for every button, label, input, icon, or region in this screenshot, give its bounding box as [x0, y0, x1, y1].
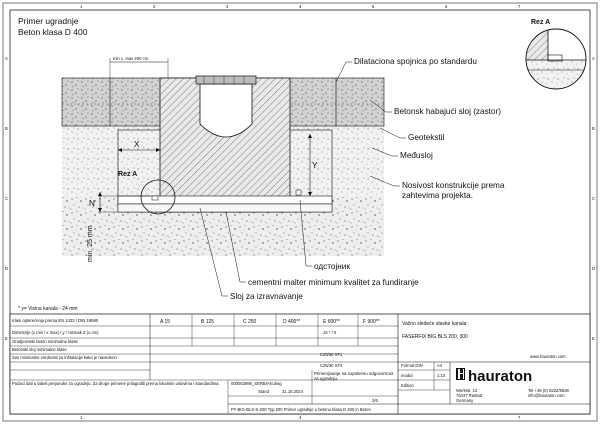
top-dimension-label: min x. max 200 cm	[113, 56, 149, 61]
load-class-label: Klasi opterećenja prema EN 1433 / DIN 19580	[12, 318, 99, 323]
drawing-number: 000002896_SERBIAN.dwg	[231, 381, 282, 386]
border-number: 5	[372, 4, 375, 9]
n-dimension: N	[89, 199, 95, 208]
dimensions-value: 15 * / 5	[323, 330, 337, 335]
border-number: 3	[226, 4, 229, 9]
border-letter: E	[592, 336, 595, 341]
address-line: Germany	[456, 398, 474, 403]
y-dimension: Y	[312, 161, 318, 170]
edition-label: Edition	[401, 383, 414, 388]
channel-trough	[200, 84, 252, 137]
detail-rez-a	[520, 19, 600, 100]
bottom-caption: FF-BIG-BLS-S-200 Typ 200 Primer ugradnje u betonu klasa D 400 in Beton	[231, 407, 371, 412]
border-number: 4	[299, 4, 302, 9]
installation-note: Sve minimalne vrednosti za inštalacije kako je navedeno	[12, 355, 117, 360]
border-number: 2	[153, 4, 156, 9]
scale-label: modul	[401, 373, 413, 378]
mortar-bed	[118, 196, 332, 204]
top-layer-class-label: Betonski sloj minimalne klase	[12, 347, 67, 352]
callout-wearing-course: Betonsk habajući sloj (zastor)	[394, 107, 501, 116]
hauraton-logo	[456, 368, 532, 385]
border-number: 1	[80, 415, 83, 420]
stand-date: 31.10.2024	[282, 389, 303, 394]
concrete-class-value: C25/30 XF1	[320, 352, 343, 357]
border-letter: D	[5, 266, 9, 271]
address-line: Werkstr. 13	[456, 388, 478, 393]
right-title: Važno sledeće stavke kanala:	[402, 321, 468, 327]
callout-mortar: cementni malter minimum kvalitet za fundiranje	[248, 278, 419, 287]
spacer	[152, 196, 158, 200]
notes-block	[12, 381, 226, 411]
load-class-cell: F 900**	[363, 319, 380, 325]
border-letter: A	[592, 56, 595, 61]
border-number: 1	[80, 4, 83, 9]
drawing-subtitle: Beton klasa D 400	[18, 27, 88, 37]
border-letter: A	[5, 56, 8, 61]
cross-section	[62, 56, 384, 262]
spacer	[296, 190, 301, 195]
channel-grating	[196, 76, 256, 84]
min-25mm-label: min. 25 mm	[87, 225, 94, 262]
sheet-number: 2/6	[372, 398, 378, 403]
load-class-cell: C 250	[243, 319, 257, 325]
dimensions-label: Dimenzije (x min / x max) / y / razmak Z (u cm)	[12, 330, 99, 335]
format-label: Format DIN	[401, 363, 423, 368]
load-class-cell: D 400**	[283, 319, 301, 325]
callout-interlayer: Međusloj	[400, 151, 433, 160]
concrete-class-label: Gradjevinski beton minimalne klase	[12, 339, 78, 344]
phone: Tel +49 (0) 6222/9538	[528, 388, 569, 393]
load-class-cell: E 600**	[323, 319, 340, 325]
top-layer-class-value: C25/30 XF3	[320, 363, 343, 368]
approval-text: Primenjivanje na sopstvenu odgovornost za ugradnju.	[314, 371, 394, 382]
approval-block	[314, 371, 396, 393]
format-value: A4	[437, 363, 443, 368]
border-number: 7	[518, 4, 521, 9]
brand-name: hauraton	[468, 368, 533, 385]
callout-load-bearing-2: zahtevima projekta.	[402, 191, 473, 200]
border-number: 4	[299, 415, 302, 420]
load-class-cell: B 125	[201, 319, 215, 325]
border-letter: C	[592, 196, 596, 201]
address-line: 76437 Rastatt	[456, 393, 483, 398]
email: info@hauraton.com	[528, 393, 565, 398]
scale-value: 1:10	[437, 373, 446, 378]
drawing-title: Primer ugradnje	[18, 16, 79, 26]
border-number: 7	[518, 415, 521, 420]
product-name: FASERFIX BIG BLS 200, 300	[402, 334, 468, 340]
levelling-layer	[118, 204, 332, 212]
stand-label: Stand	[258, 389, 269, 394]
load-class-cell: A 15	[160, 319, 171, 325]
callout-spacer: одстојник	[314, 262, 350, 271]
callout-levelling: Sloj za izravnavanje	[230, 292, 303, 301]
border-letter: E	[5, 336, 8, 341]
callout-expansion-joint: Dilataciona spojnica po standardu	[354, 57, 477, 66]
notes-text: Podaci dati u tabeli preporuke za ugradnju. Za druge primene prilagoditi prema lokalnim uslovima i standardima.	[12, 381, 220, 386]
callout-geotextile: Geotekstil	[408, 133, 445, 142]
website: www.hauraton.com	[530, 354, 566, 359]
border-number: 6	[445, 4, 448, 9]
border-letter: B	[5, 126, 8, 131]
x-dimension: X	[134, 140, 140, 149]
rez-a-label: Rez A	[118, 171, 138, 178]
detail-label: Rez A	[531, 19, 551, 26]
border-letter: D	[592, 266, 596, 271]
callout-load-bearing-1: Nosivost konstrukcije prema	[402, 181, 505, 190]
footnote: * y= Visina kanala - 24 mm	[18, 306, 78, 312]
border-letter: C	[5, 196, 9, 201]
border-letter: B	[592, 126, 595, 131]
